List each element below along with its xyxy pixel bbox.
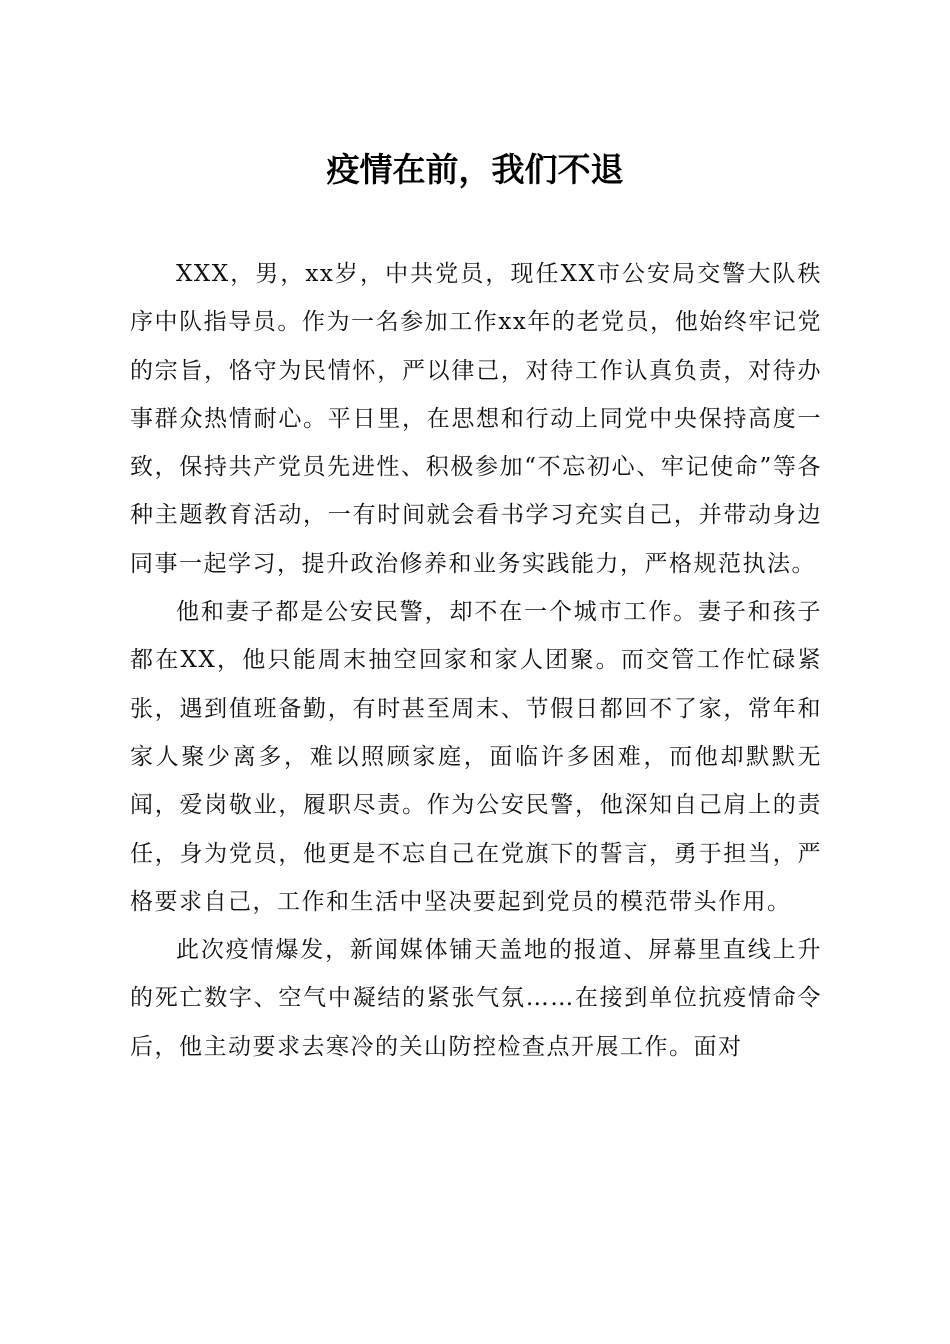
paragraph: 此次疫情爆发，新闻媒体铺天盖地的报道、屏幕里直线上升的死亡数字、空气中凝结的紧张气氛……在接到单位抗疫情命令后，他主动要求去寒冷的关山防控检查点开展工作。面对: [130, 937, 822, 1060]
paragraph: 他和妻子都是公安民警，却不在一个城市工作。妻子和孩子都在XX，他只能周末抽空回家和家人团聚。而交管工作忙碌紧张，遇到值班备勤，有时甚至周末、节假日都回不了家，常年和家人聚少离多，难以照顾家庭，面临许多困难，而他却默默无闻，爱岗敬业，履职尽责。作为公安民警，他深知自己肩上的责任，身为党员，他更是不忘自己在党旗下的誓言，勇于担当，严格要求自己，工作和生活中坚决要起到党员的模范带头作用。: [130, 599, 822, 915]
document-body: [130, 250, 822, 1071]
page-title: 疫情在前，我们不退: [326, 150, 624, 189]
paragraph: XXX，男，xx岁，中共党员，现任XX市公安局交警大队秩序中队指导员。作为一名参加工作xx年的老党员，他始终牢记党的宗旨，恪守为民情怀，严以律己，对待工作认真负责，对待办事群众热情耐心。平日里，在思想和行动上同党中央保持高度一致，保持共产党员先进性、积极参加“不忘初心、牢记使命”等各种主题教育活动，一有时间就会看书学习充实自己，并带动身边同事一起学习，提升政治修养和业务实践能力，严格规范执法。: [130, 261, 822, 577]
